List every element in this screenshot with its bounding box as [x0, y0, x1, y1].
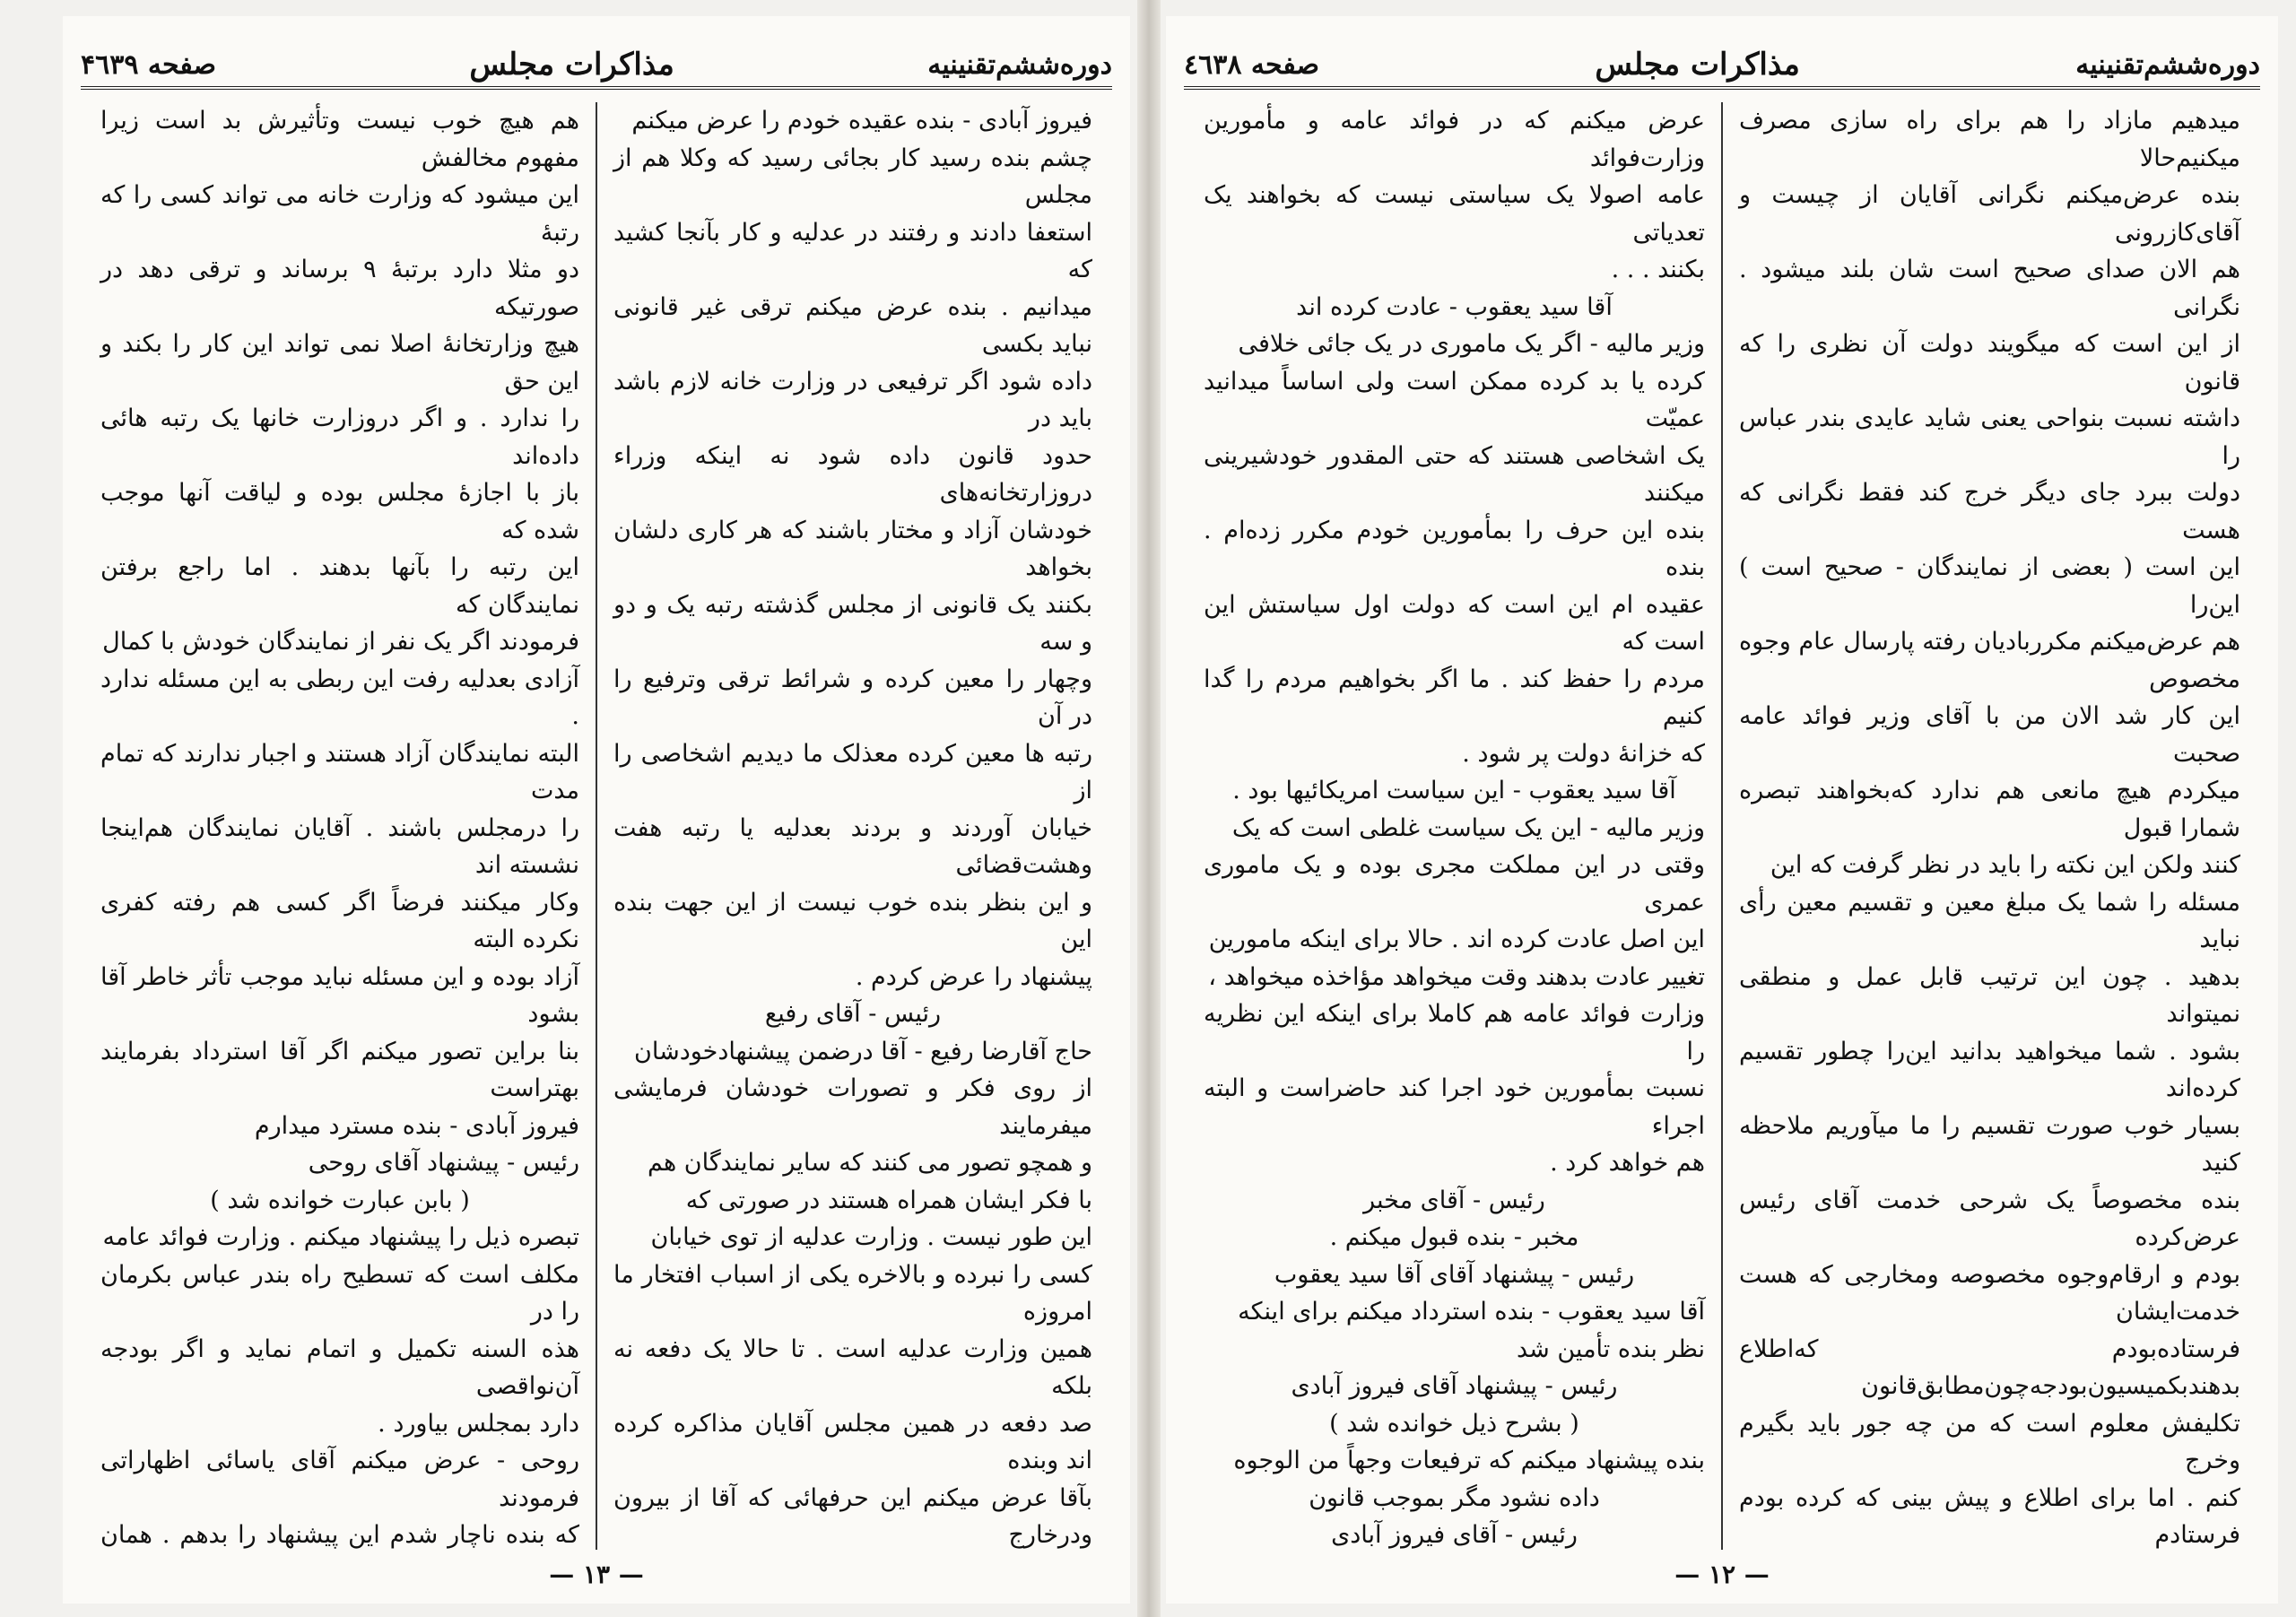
left-page [63, 16, 1130, 1604]
text-line: که بنده ناچار شدم این پیشنهاد را بدهم . همان [100, 1521, 579, 1549]
text-line: صد دفعه در همین مجلس آقایان مذاکره کرده اند وبنده [613, 1409, 1092, 1474]
text-line: هذه السنه تکمیل و اتمام نماید و اگر بودجه آن‌نواقصی [100, 1334, 579, 1400]
book-gutter [1137, 0, 1161, 1617]
text-line: وزیر مالیه - اگر یک ماموری در یک جائی خلافی [1238, 330, 1705, 358]
text-line: کرده یا بد کرده ممکن است ولی اساساً میدانید عمیّت [1204, 367, 1705, 432]
text-line: خیابان آوردند و بردند بعدلیه یا رتبه هفت وهشت‌قضائی [613, 813, 1092, 879]
page-number-label: صفحه ۴٦٣٩ [81, 48, 217, 81]
text-line: آقا سید یعقوب - این سیاست امریکائیها بود . [1232, 777, 1676, 804]
text-line: رئیس - پیشنهاد آقای فیروز آبادی [1291, 1372, 1618, 1400]
text-line: عرض میکنم که در فوائد عامه و مأمورین وزارت‌فوائد [1204, 107, 1705, 172]
text-line: کسی را نبرده و بالاخره یکی از اسباب افتخار ما امروزه [613, 1260, 1092, 1326]
text-line: این میشود که وزارت خانه می تواند کسی را که رتبهٔ [100, 181, 579, 247]
column-left [84, 102, 596, 1550]
text-line: رئیس - پیشنهاد آقای روحی [308, 1149, 579, 1177]
text-line: مکلف است که تسطیح راه بندر عباس بکرمان را در [100, 1260, 579, 1326]
text-line: بنده مخصوصاً یک شرحی خدمت آقای رئیس عرض‌کرده [1739, 1186, 2240, 1251]
text-line: فیروز آبادی - بنده عقیده خودم را عرض میکنم [631, 107, 1092, 135]
text-line: میدانیم . بنده عرض میکنم ترقی غیر قانونی نباید بکسی [613, 292, 1092, 358]
text-line: رئیس - آقای رفیع [764, 1000, 942, 1028]
text-line: رئیس - پیشنهاد آقای آقا سید یعقوب [1274, 1260, 1635, 1289]
text-line: حاج آقارضا رفیع - آقا درضمن پیشنهادخودشان [634, 1037, 1092, 1065]
column-right [597, 102, 1109, 1550]
text-line: هم هیچ خوب نیست وتأثیرش بد است زیرا مفهوم مخالفش [100, 107, 579, 172]
text-line: عقیده ام این است که دولت اول سیاستش این است که [1204, 590, 1705, 656]
text-line: بنده این حرف را بمأمورین خودم مکرر زده‌ام . بنده [1204, 516, 1705, 581]
text-line: باز با اجازهٔ مجلس بوده و لیاقت آنها موجب شده که [100, 479, 579, 544]
text-line: پیشنهاد را عرض کردم . [855, 962, 1092, 991]
text-line: دارد بمجلس بیاورد . [378, 1409, 579, 1438]
text-line: هم عرض‌میکنم مکرربادیان رفته پارسال عام وجوه مخصوص [1739, 628, 2240, 693]
journal-title: مذاکرات مجلس [1595, 47, 1800, 83]
text-line: کنم . اما برای اطلاع و پیش بینی که کرده بودم فرستادم [1739, 1483, 2240, 1549]
text-line: بشود . شما میخواهید بدانید این‌را چطور تقسیم کرده‌اند [1739, 1037, 2240, 1102]
page-footer-number: — ١٣ — [549, 1560, 644, 1589]
text-line: وزیر مالیه - این یک سیاست غلطی است که یک [1231, 813, 1705, 842]
text-line: و این بنظر بنده خوب نیست از این جهت بنده این [613, 888, 1092, 953]
text-line: که خزانهٔ دولت پر شود . [1462, 739, 1705, 768]
session-label: دوره‌ششم‌تقنینیه [2075, 48, 2260, 81]
text-line: یک اشخاصی هستند که حتی المقدور خودشیرینی میکنند [1204, 441, 1705, 507]
journal-title: مذاکرات مجلس [469, 47, 674, 83]
text-line: ( بشرح ذیل خوانده شد ) [1329, 1409, 1579, 1438]
text-line: خودشان آزاد و مختار باشند که هر کاری دلشان بخواهد [613, 516, 1092, 581]
text-line: را درمجلس باشند . آقایان نمایندگان هم‌اینجا نشسته اند [100, 813, 579, 879]
text-line: را ندارد . و اگر دروزارت خانها یک رتبه هائی داده‌اند [100, 404, 579, 470]
text-line: و همچو تصور می کنند که سایر نمایندگان هم [647, 1149, 1092, 1177]
text-line: داشته نسبت بنواحی یعنی شاید عایدی بندر عباس را [1739, 404, 2240, 470]
text-line: مخبر - بنده قبول میکنم . [1329, 1223, 1579, 1251]
text-columns [84, 102, 1109, 1550]
text-line: بودم و ارقام‌وجوه مخصوصه ومخارجی که هست خدمت‌ایشان [1739, 1260, 2240, 1326]
text-line: تغییر عادت بدهند وقت میخواهد مؤاخذه میخواهد ، [1208, 962, 1705, 991]
text-line: هم خواهد کرد . [1550, 1149, 1705, 1177]
text-line: آقا سید یعقوب - عادت کرده اند [1296, 292, 1613, 321]
session-label: دوره‌ششم‌تقنینیه [927, 48, 1112, 81]
text-line: رئیس - آقای فیروز آبادی [1331, 1521, 1578, 1549]
text-line: از روی فکر و تصورات خودشان فرمایشی میفرمایند [613, 1074, 1092, 1140]
text-line: مردم را حفظ کند . ما اگر بخواهیم مردم را گدا کنیم [1204, 665, 1705, 730]
text-line: رئیس - آقای مخبر [1363, 1186, 1545, 1214]
text-line: نظر بنده تأمین شد [1517, 1334, 1705, 1363]
text-line: حدود قانون داده شود نه اینکه وزراء دروزارتخانه‌های [613, 441, 1092, 507]
text-line: میکردم هیچ مانعی هم ندارد که‌بخواهند تبصره شمارا قبول [1739, 777, 2240, 842]
text-line: رتبه ها معین کرده معذلک ما دیدیم اشخاصی را از [613, 739, 1092, 804]
text-line: این است ( بعضی از نمایندگان - صحیح است ) این‌را [1739, 553, 2240, 619]
text-line: داده شود اگر ترفیعی در وزارت خانه لازم باشد باید در [613, 367, 1092, 432]
text-line: این طور نیست . وزارت عدلیه از توی خیابان [650, 1223, 1092, 1251]
text-line: وکار میکنند فرضاً اگر کسی هم رفته کفری نکرده البته [100, 888, 579, 953]
right-page [1166, 16, 2278, 1604]
text-line: داده نشود مگر بموجب قانون [1309, 1483, 1600, 1512]
text-line: دولت ببرد جای دیگر خرج کند فقط نگرانی که هست [1739, 479, 2240, 544]
page-number-label: صفحه ٤٦٣٨ [1184, 48, 1320, 81]
text-line: بکنند یک قانونی از مجلس گذشته رتبه یک و دو و سه [613, 590, 1092, 656]
page-header [1184, 43, 2260, 90]
text-line: بنده پیشنهاد میکنم که ترفیعات وجهاً من الوجوه [1233, 1447, 1705, 1474]
text-line: بکنند . . . [1611, 256, 1705, 283]
text-line: با فکر ایشان همراه هستند در صورتی که [685, 1186, 1092, 1214]
text-line: چشم بنده رسید کار بجائی رسید که وکلا هم از مجلس [613, 143, 1092, 209]
text-line: آقا سید یعقوب - بنده استرداد میکنم برای اینکه [1238, 1298, 1705, 1326]
page-header [81, 43, 1112, 90]
text-line: همین وزارت عدلیه است . تا حالا یک دفعه نه بلکه [613, 1334, 1092, 1400]
text-line: بآقا عرض میکنم این حرفهائی که آقا از بیرون ودرخارج [613, 1483, 1092, 1549]
text-line: هم الان صدای صحیح است شان بلند میشود . نگرانی [1739, 256, 2240, 321]
text-line: این اصل عادت کرده اند . حالا برای اینکه مامورین [1208, 926, 1705, 953]
text-line: تکلیفش معلوم است که من چه جور باید بگیرم وخرج [1739, 1409, 2240, 1474]
text-line: دو مثلا دارد برتبهٔ ۹ برساند و ترقی دهد در صورتیکه [100, 256, 579, 321]
text-line: کنند ولکن این نکته را باید در نظر گرفت که این [1770, 851, 2240, 879]
text-line: فیروز آبادی - بنده مسترد میدارم [254, 1111, 579, 1140]
column-left [1187, 102, 1721, 1550]
text-line: بنده عرض‌میکنم نگرانی آقایان از چیست و آقای‌کازرونی [1739, 181, 2240, 247]
text-line: وقتی در این مملکت مجری بوده و یک ماموری عمری [1204, 851, 1705, 917]
text-columns [1187, 102, 2257, 1550]
text-line: مسئله را شما یک مبلغ معین و تقسیم معین رأی نباید [1739, 888, 2240, 953]
text-line: استعفا دادند و رفتند در عدلیه و کار بآنجا کشید که [613, 218, 1092, 283]
text-line: بنا براین تصور میکنم اگر آقا استرداد بفرمایند بهتراست [100, 1037, 579, 1102]
text-line: میدهیم مازاد را هم برای راه سازی مصرف میکنیم‌حالا [1739, 107, 2240, 172]
text-line: بسیار خوب صورت تقسیم را ما میآوریم ملاحظه کنید [1739, 1111, 2240, 1177]
text-line: ( بابن عبارت خوانده شد ) [210, 1186, 470, 1214]
text-line: نسبت بمأمورین خود اجرا کند حاضراست و البته اجراء [1204, 1074, 1705, 1140]
text-line: آزاد بوده و این مسئله نباید موجب تأثر خاطر آقا بشود [100, 962, 579, 1028]
text-line: این کار شد الان من با آقای وزیر فوائد عامه صحبت [1739, 702, 2240, 768]
text-line: تبصره ذیل را پیشنهاد میکنم . وزارت فوائد عامه [102, 1223, 579, 1251]
text-line: بدهید . چون این ترتیب قابل عمل و منطقی نمیتواند [1739, 962, 2240, 1028]
text-line: از این است که میگویند دولت آن نظری را که قانون [1739, 330, 2240, 396]
text-line: فرستاده‌بودم که‌اطلاع بدهندبکمیسیون‌بودجه‌چون‌مطابق‌قانون [1739, 1334, 2240, 1400]
text-line: هیچ وزارتخانهٔ اصلا نمی تواند این کار را بکند و این حق [100, 330, 579, 396]
text-line: آزادی بعدلیه رفت این ربطی به این مسئله ندارد . [100, 665, 579, 730]
column-right [1723, 102, 2257, 1550]
page-footer-number: — ١٢ — [1674, 1560, 1770, 1589]
text-line: فرمودند اگر یک نفر از نمایندگان خودش با کمال [102, 628, 579, 656]
text-line: وزارت فوائد عامه هم کاملا برای اینکه این نظریه را [1204, 1000, 1705, 1065]
text-line: وچهار را معین کرده و شرائط ترقی وترفیع را در آن [613, 665, 1092, 730]
text-line: عامه اصولا یک سیاستی نیست که بخواهند یک تعدیاتی [1204, 181, 1705, 247]
text-line: روحی - عرض میکنم آقای یاسائی اظهاراتی فرمودند [100, 1447, 579, 1512]
text-line: البته نمایندگان آزاد هستند و اجبار ندارند که تمام مدت [100, 739, 579, 804]
text-line: این رتبه را بآنها بدهند . اما راجع برفتن نمایندگان که [100, 553, 579, 619]
